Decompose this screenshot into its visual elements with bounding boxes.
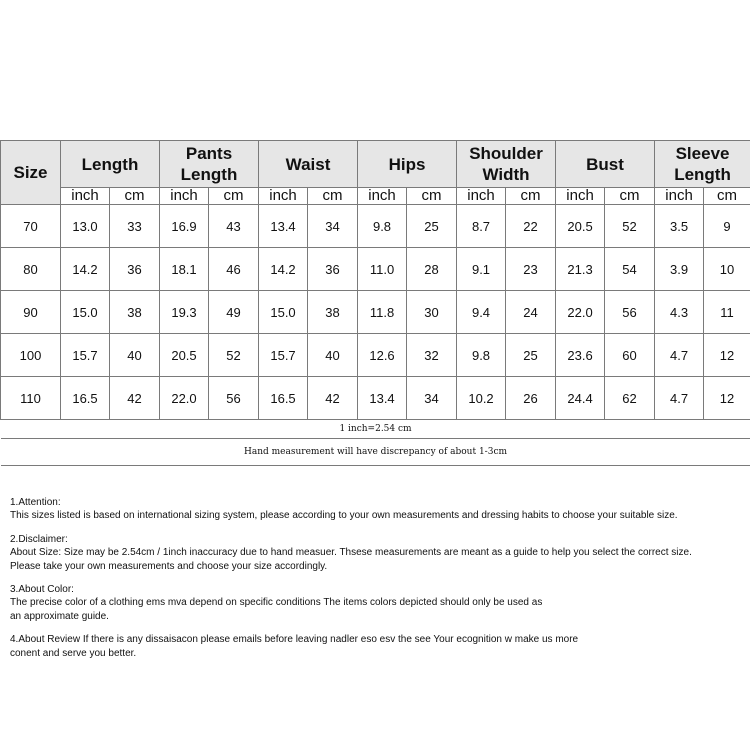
discrepancy-note: Hand measurement will have discrepancy of about 1-3cm	[1, 439, 750, 466]
size-cell: 90	[1, 291, 61, 334]
measurement-cell: 24	[506, 291, 556, 334]
measurement-cell: 34	[308, 205, 358, 248]
measurement-cell: 42	[110, 377, 160, 420]
measurement-cell: 14.2	[259, 248, 308, 291]
table-row	[1, 248, 750, 291]
header-size: Size	[1, 141, 61, 205]
measurement-cell: 25	[407, 205, 457, 248]
size-cell: 110	[1, 377, 61, 420]
unit-label: inch	[259, 188, 308, 205]
header-row	[1, 141, 750, 188]
measurement-cell: 26	[506, 377, 556, 420]
measurement-cell: 54	[605, 248, 655, 291]
measurement-cell: 4.7	[655, 377, 704, 420]
measurement-cell: 43	[209, 205, 259, 248]
measurement-cell: 33	[110, 205, 160, 248]
size-notes	[10, 496, 750, 670]
measurement-cell: 18.1	[160, 248, 209, 291]
measurement-cell: 20.5	[160, 334, 209, 377]
note-section	[10, 633, 750, 660]
measurement-cell: 13.4	[358, 377, 407, 420]
measurement-cell: 15.0	[259, 291, 308, 334]
measurement-cell: 8.7	[457, 205, 506, 248]
size-cell: 70	[1, 205, 61, 248]
table-row	[1, 334, 750, 377]
header-pants-length: Pants Length	[160, 141, 259, 188]
measurement-cell: 11.8	[358, 291, 407, 334]
note-text: 4.About Review If there is any dissaisacon please emails before leaving nadler eso esv the see Your ecognition w make us more	[10, 634, 579, 646]
measurement-cell: 12	[704, 334, 750, 377]
measurement-cell: 16.5	[61, 377, 110, 420]
measurement-cell: 38	[308, 291, 358, 334]
measurement-cell: 13.4	[259, 205, 308, 248]
measurement-cell: 40	[308, 334, 358, 377]
measurement-cell: 56	[209, 377, 259, 420]
measurement-cell: 4.3	[655, 291, 704, 334]
measurement-cell: 46	[209, 248, 259, 291]
header-length: Length	[61, 141, 160, 188]
table-row	[1, 291, 750, 334]
measurement-cell: 23	[506, 248, 556, 291]
measurement-cell: 4.7	[655, 334, 704, 377]
unit-label: inch	[457, 188, 506, 205]
measurement-cell: 23.6	[556, 334, 605, 377]
table-row	[1, 377, 750, 420]
unit-label: cm	[308, 188, 358, 205]
measurement-cell: 28	[407, 248, 457, 291]
header-sleeve-length: Sleeve Length	[655, 141, 750, 188]
note-text: Please take your own measurements and choose your size accordingly.	[10, 560, 328, 572]
note-section	[10, 533, 750, 573]
size-cell: 100	[1, 334, 61, 377]
unit-label: cm	[506, 188, 556, 205]
measurement-cell: 38	[110, 291, 160, 334]
conversion-row	[1, 420, 750, 439]
measurement-cell: 12.6	[358, 334, 407, 377]
measurement-cell: 36	[110, 248, 160, 291]
header-hips: Hips	[358, 141, 457, 188]
note-title: 3.About Color:	[10, 584, 74, 596]
unit-label: inch	[61, 188, 110, 205]
measurement-cell: 10	[704, 248, 750, 291]
measurement-cell: 13.0	[61, 205, 110, 248]
unit-row	[1, 188, 750, 205]
measurement-cell: 56	[605, 291, 655, 334]
note-section	[10, 496, 750, 523]
measurement-cell: 15.7	[61, 334, 110, 377]
note-text: conent and serve you better.	[10, 647, 137, 659]
measurement-cell: 10.2	[457, 377, 506, 420]
unit-label: inch	[655, 188, 704, 205]
measurement-cell: 30	[407, 291, 457, 334]
measurement-cell: 15.7	[259, 334, 308, 377]
note-title: 1.Attention:	[10, 497, 61, 508]
header-shoulder-width: Shoulder Width	[457, 141, 556, 188]
measurement-cell: 11.0	[358, 248, 407, 291]
measurement-cell: 60	[605, 334, 655, 377]
header-waist: Waist	[259, 141, 358, 188]
conversion-note: 1 inch=2.54 cm	[1, 420, 750, 439]
measurement-cell: 52	[605, 205, 655, 248]
measurement-cell: 49	[209, 291, 259, 334]
measurement-cell: 16.9	[160, 205, 209, 248]
unit-label: cm	[209, 188, 259, 205]
measurement-cell: 11	[704, 291, 750, 334]
measurement-cell: 3.5	[655, 205, 704, 248]
measurement-cell: 22.0	[556, 291, 605, 334]
measurement-cell: 3.9	[655, 248, 704, 291]
size-cell: 80	[1, 248, 61, 291]
measurement-cell: 16.5	[259, 377, 308, 420]
measurement-cell: 19.3	[160, 291, 209, 334]
size-chart-table	[0, 140, 750, 466]
unit-label: cm	[605, 188, 655, 205]
note-section	[10, 583, 750, 623]
measurement-cell: 9.8	[358, 205, 407, 248]
note-text: This sizes listed is based on international sizing system, please according to your own measurements and dressing habits to choose your suitable size.	[10, 510, 678, 522]
unit-label: inch	[160, 188, 209, 205]
unit-label: cm	[704, 188, 750, 205]
table-row	[1, 205, 750, 248]
measurement-cell: 22.0	[160, 377, 209, 420]
note-text: About Size: Size may be 2.54cm / 1inch inaccuracy due to hand measuer. Thsese measurements are meant as a guide to help you select the correct size.	[10, 547, 692, 559]
note-text: The precise color of a clothing ems mva depend on specific conditions The items colors depicted should only be used as	[10, 597, 543, 609]
measurement-cell: 42	[308, 377, 358, 420]
measurement-cell: 36	[308, 248, 358, 291]
measurement-cell: 52	[209, 334, 259, 377]
measurement-cell: 34	[407, 377, 457, 420]
measurement-cell: 62	[605, 377, 655, 420]
measurement-cell: 32	[407, 334, 457, 377]
measurement-cell: 22	[506, 205, 556, 248]
discrepancy-row	[1, 439, 750, 466]
unit-label: inch	[556, 188, 605, 205]
note-title: 2.Disclaimer:	[10, 533, 68, 545]
measurement-cell: 40	[110, 334, 160, 377]
note-text: an approximate guide.	[10, 610, 109, 622]
measurement-cell: 24.4	[556, 377, 605, 420]
measurement-cell: 9.4	[457, 291, 506, 334]
measurement-cell: 9	[704, 205, 750, 248]
measurement-cell: 15.0	[61, 291, 110, 334]
unit-label: cm	[407, 188, 457, 205]
measurement-cell: 21.3	[556, 248, 605, 291]
measurement-cell: 9.8	[457, 334, 506, 377]
measurement-cell: 12	[704, 377, 750, 420]
measurement-cell: 14.2	[61, 248, 110, 291]
unit-label: cm	[110, 188, 160, 205]
header-bust: Bust	[556, 141, 655, 188]
measurement-cell: 25	[506, 334, 556, 377]
measurement-cell: 9.1	[457, 248, 506, 291]
measurement-cell: 20.5	[556, 205, 605, 248]
unit-label: inch	[358, 188, 407, 205]
